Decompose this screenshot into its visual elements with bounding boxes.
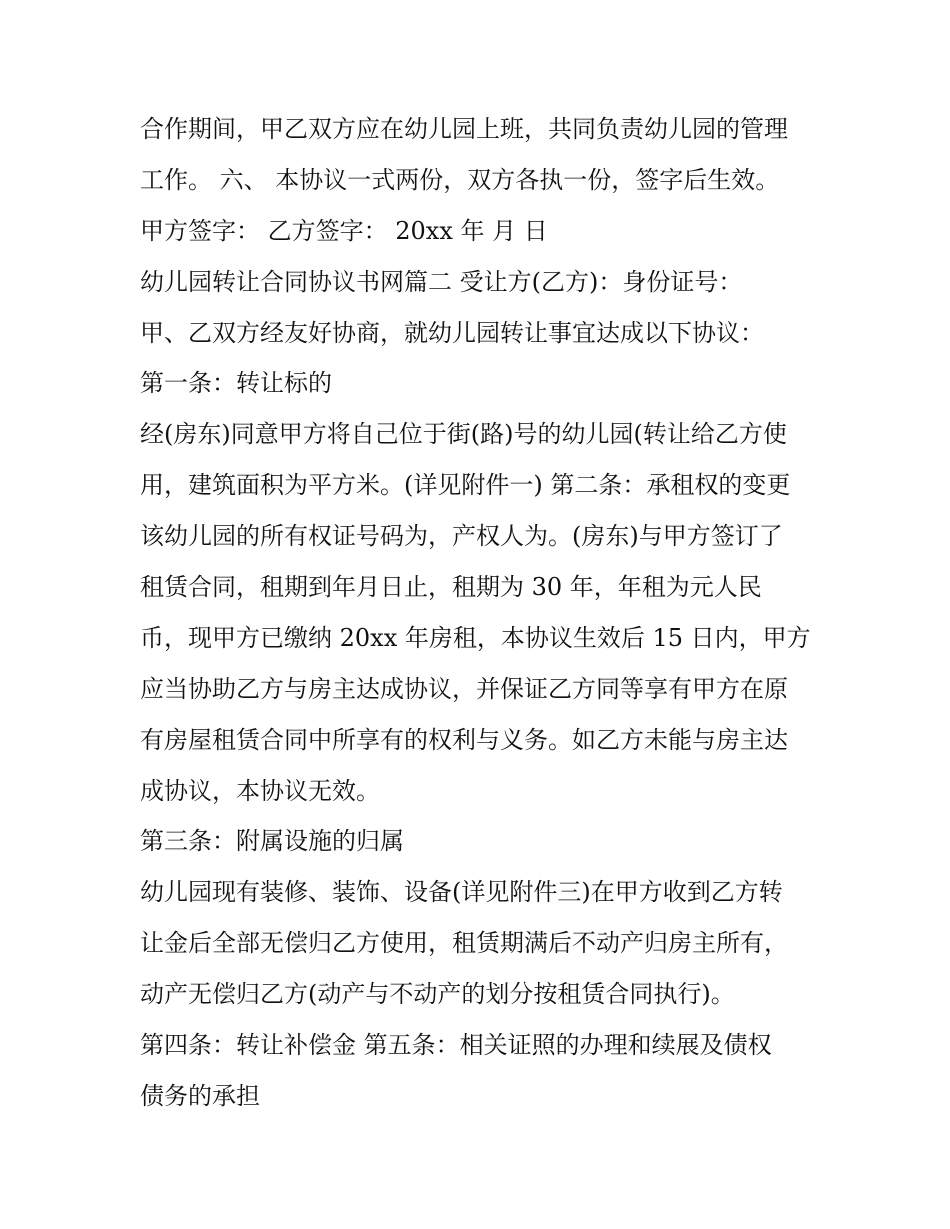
- text-line: 应当协助乙方与房主达成协议，并保证乙方同等享有甲方在原: [140, 674, 788, 703]
- text-line: 用，建筑面积为平方米。(详见附件一) 第二条：承租权的变更: [140, 471, 791, 500]
- text-line: 有房屋租赁合同中所享有的权利与义务。如乙方未能与房主达: [140, 725, 788, 754]
- document-body: [140, 104, 820, 1122]
- text-line: 成协议，本协议无效。: [140, 776, 380, 805]
- text-line: 经(房东)同意甲方将自己位于街(路)号的幼儿园(转让给乙方使: [140, 420, 787, 449]
- text-line: 合作期间，甲乙双方应在幼儿园上班，共同负责幼儿园的管理: [140, 115, 788, 143]
- text-line: 动产无偿归乙方(动产与不动产的划分按租赁合同执行)。: [140, 980, 735, 1009]
- text-line: 该幼儿园的所有权证号码为，产权人为。(房东)与甲方签订了: [140, 522, 783, 551]
- article-heading: 第一条：转让标的: [140, 369, 332, 398]
- text-line: 甲、乙双方经友好协商，就幼儿园转让事宜达成以下协议：: [140, 318, 764, 347]
- text-line: 幼儿园现有装修、装饰、设备(详见附件三)在甲方收到乙方转: [140, 878, 783, 907]
- text-line: 币，现甲方已缴纳 20xx 年房租，本协议生效后 15 日内，甲方: [140, 623, 811, 652]
- article-heading: 第三条：附属设施的归属: [140, 827, 404, 856]
- text-line: 让金后全部无偿归乙方使用，租赁期满后不动产归房主所有，: [140, 929, 788, 958]
- text-line: 工作。 六、 本协议一式两份，双方各执一份，签字后生效。: [140, 165, 780, 194]
- signature-line: 甲方签字： 乙方签字： 20xx 年 月 日: [140, 216, 548, 245]
- text-line: 债务的承担: [140, 1081, 260, 1110]
- article-heading: 第四条：转让补偿金 第五条：相关证照的办理和续展及债权: [140, 1031, 772, 1060]
- text-line: 租赁合同，租期到年月日止，租期为 30 年，年租为元人民: [140, 573, 762, 602]
- section-heading: 幼儿园转让合同协议书网篇二 受让方(乙方)：身份证号：: [140, 267, 743, 296]
